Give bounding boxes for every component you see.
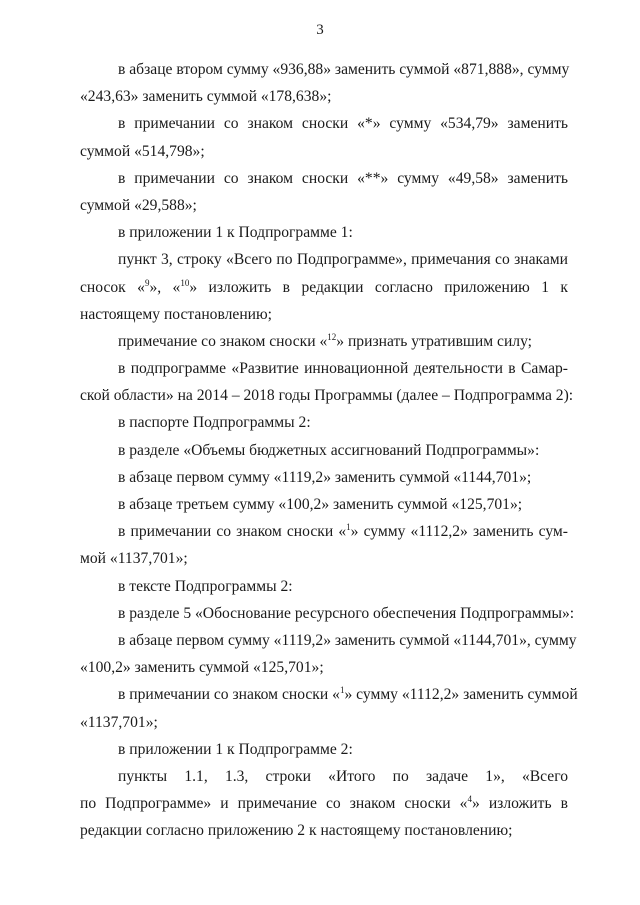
text-fragment: изложить в редакции согласно приложению 1 к [208,278,568,296]
text-fragment: изложить в [488,795,568,813]
text-line: суммой «29,588»; [80,196,197,214]
text-line: в примечании со знаком сноски «*» сумму «534,79» заменить [118,115,568,133]
text-line [80,274,568,301]
text-fragment: примечание со знаком сноски « [118,332,328,350]
text-line: в подпрограмме «Развитие инновационной деятельности в Самар- [118,360,568,378]
text-fragment: » [350,523,359,541]
text-line: пункты 1.1, 1.3, строки «Итого по задаче 1», «Всего [118,767,568,785]
footnote-mark: 1 [346,522,351,532]
text-line: в разделе 5 «Обоснование ресурсного обеспечения Подпрограммы»: [118,604,575,622]
text-line [80,518,568,545]
text-fragment: », « [149,278,181,296]
text-line: в приложении 1 к Подпрограмме 1: [118,224,353,242]
text-fragment: в примечании со знаком сноски « [118,523,347,541]
text-line: в абзаце первом сумму «1119,2» заменить суммой «1144,701», сумму [118,631,577,649]
text-line: «100,2» заменить суммой «125,701»; [80,659,324,677]
text-line: в абзаце первом сумму «1119,2» заменить суммой «1144,701»; [118,468,532,486]
text-line: пункт 3, строку «Всего по Подпрограмме», примечания со знаками [118,251,568,269]
text-line [80,681,578,708]
text-line: суммой «514,798»; [80,142,205,160]
text-fragment: » [336,332,345,350]
text-line: в паспорте Подпрограммы 2: [118,414,311,432]
text-line: в абзаце втором сумму «936,88» заменить суммой «871,888», сумму [118,61,570,78]
text-fragment: признать утратившим силу; [347,332,533,350]
footnote-mark: 10 [180,277,190,288]
text-line: в приложении 1 к Подпрограмме 2: [118,740,353,758]
text-line: настоящему постановлению; [80,305,273,323]
text-line [80,328,568,355]
text-line: «243,63» заменить суммой «178,638»; [80,88,332,106]
text-fragment: сносок « [80,278,145,296]
text-fragment: » [344,686,353,704]
text-fragment: по Подпрограмме» и примечание со знаком сноски « [80,795,468,813]
text-line: мой «1137,701»; [80,550,188,568]
footnote-mark: 9 [144,277,150,288]
text-line: ской области» на 2014 – 2018 годы Программы (далее – Подпрограмма 2): [80,387,574,405]
text-line: редакции согласно приложению 2 к настоящему постановлению; [80,822,513,840]
page-number: 3 [316,22,324,38]
text-fragment: в примечании со знаком сноски « [118,686,340,704]
text-line: в примечании со знаком сноски «**» сумму «49,58» заменить [118,169,568,187]
footnote-mark: 12 [327,331,337,342]
text-fragment: сумму «1112,2» заменить сум- [363,523,568,541]
text-fragment: » [471,795,480,813]
footnote-mark: 1 [339,685,345,696]
text-fragment: » [189,278,198,296]
text-line: в абзаце третьем сумму «100,2» заменить суммой «125,701»; [118,496,523,513]
document-body [80,56,578,844]
text-fragment: сумму «1112,2» заменить суммой [356,686,578,704]
text-line: в тексте Подпрограммы 2: [118,577,293,595]
text-line: «1137,701»; [80,713,158,731]
text-line: в разделе «Объемы бюджетных ассигнований Подпрограммы»: [118,441,540,459]
footnote-mark: 4 [467,793,472,804]
text-line [80,790,568,817]
